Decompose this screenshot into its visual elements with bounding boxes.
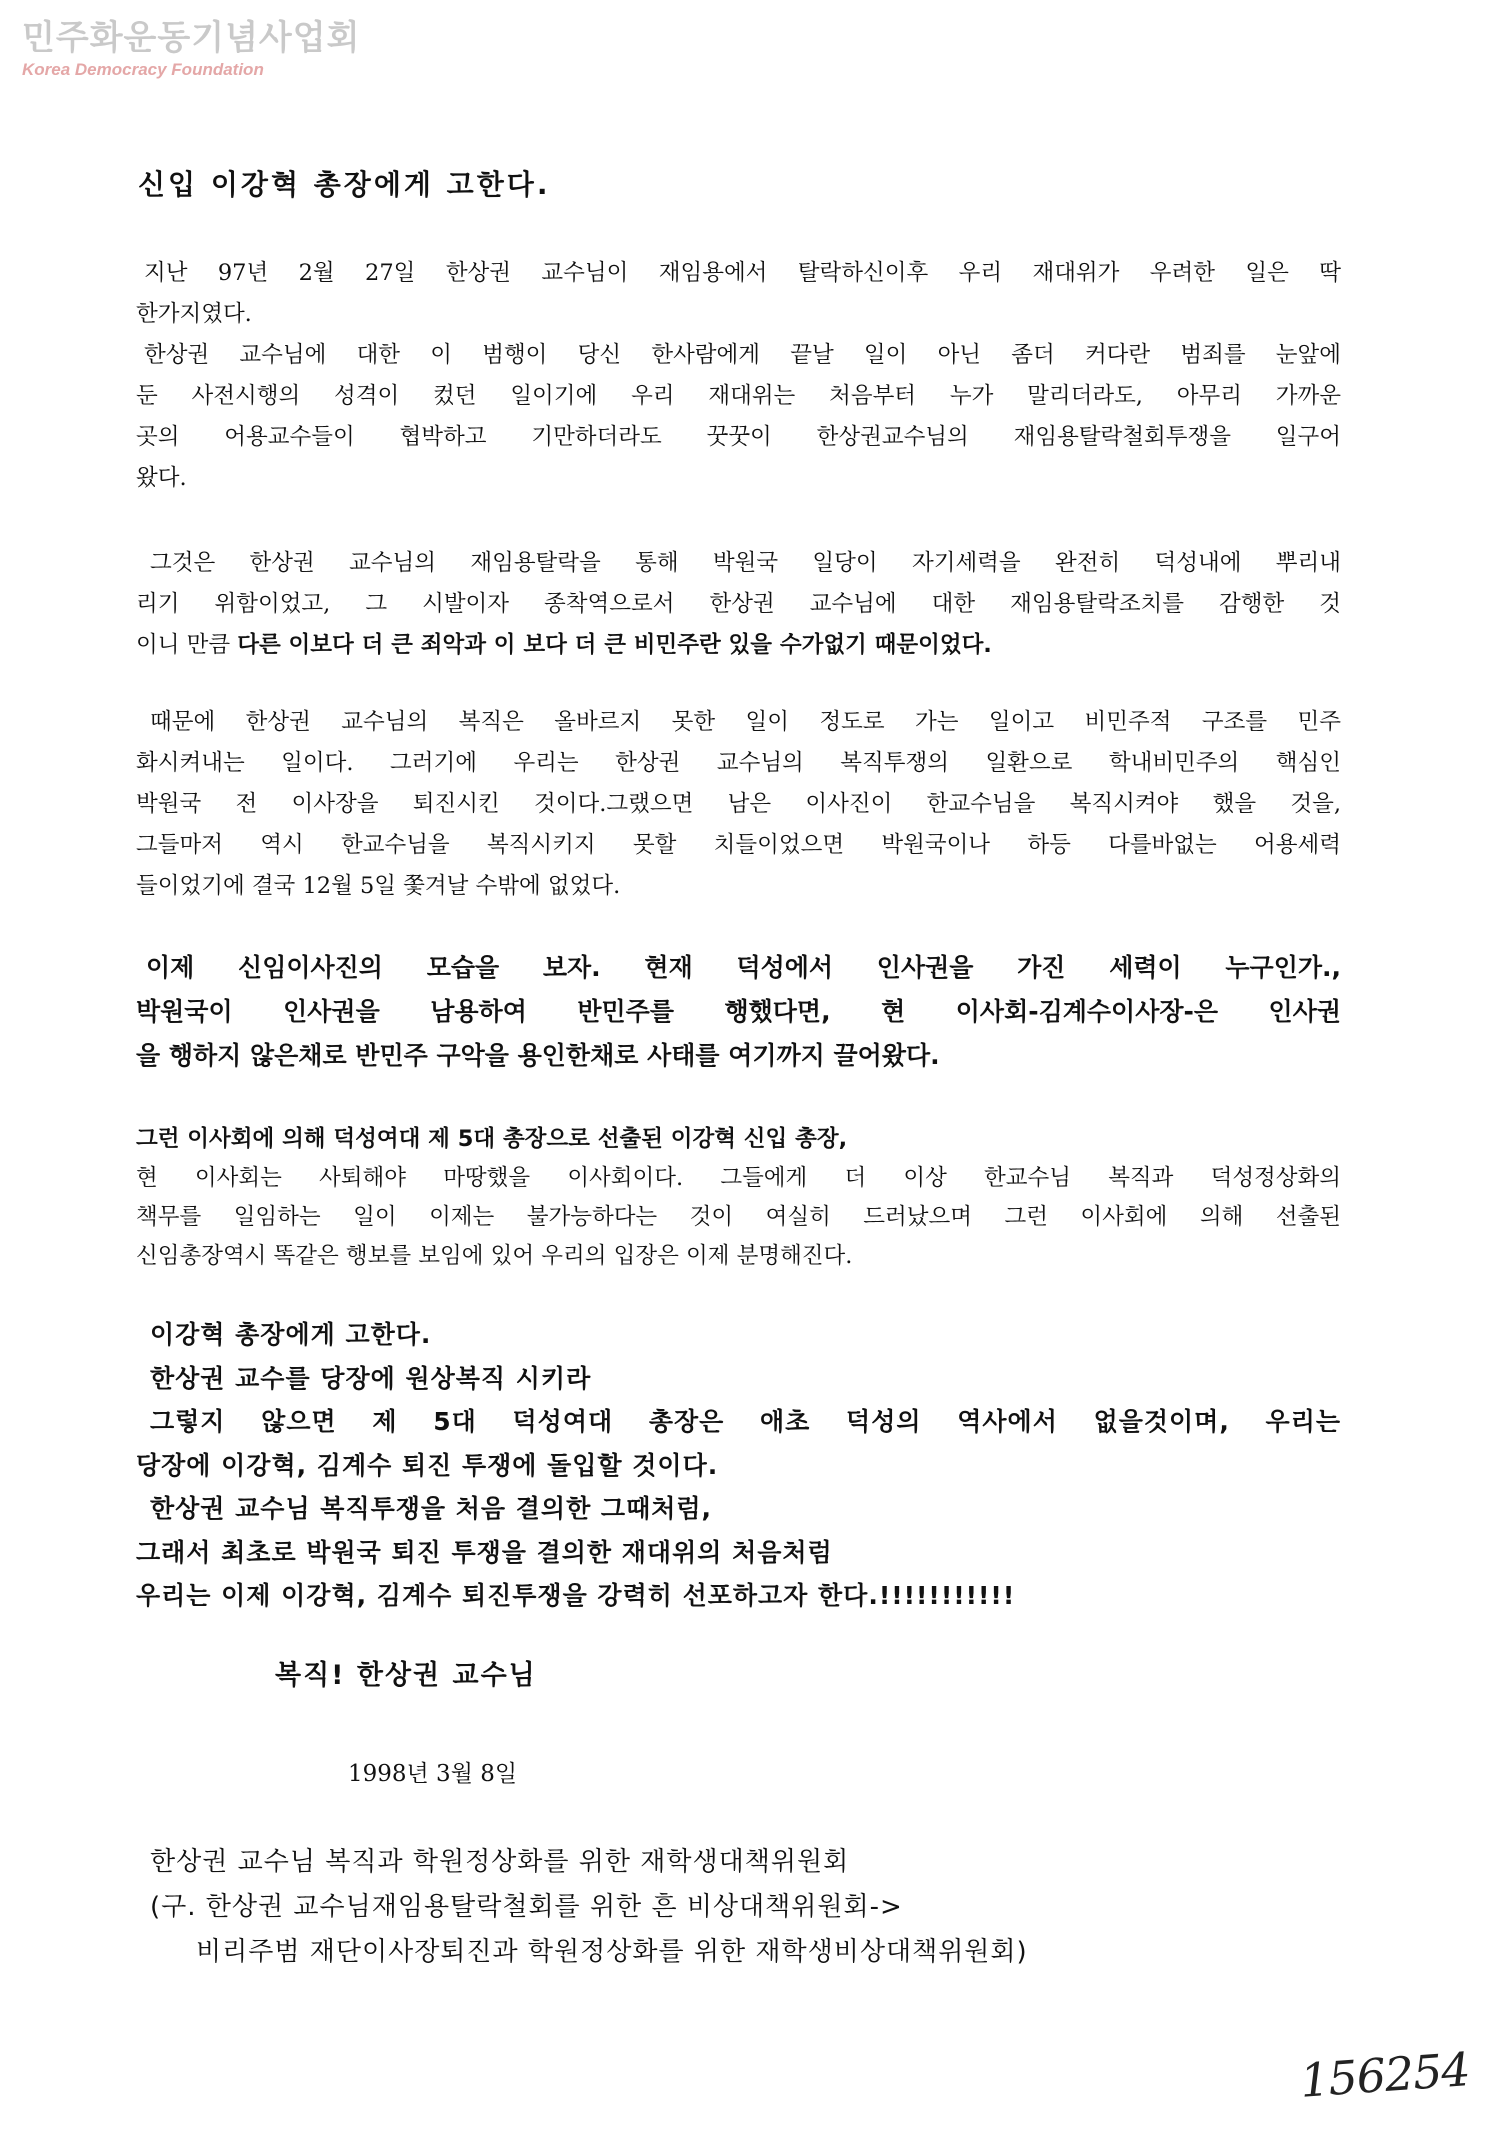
text-line: 신임총장역시 똑같은 행보를 보임에 있어 우리의 입장은 이제 분명해진다. <box>136 1243 853 1269</box>
organization-former-name-cont: 비리주범 재단이사장퇴진과 학원정상화를 위한 재학생비상대책위원회) <box>196 1937 1028 1967</box>
watermark-korean: 민주화운동기념사업회 <box>22 18 361 58</box>
paragraph-6 <box>136 1313 1341 1618</box>
text-line: 그들마저 역시 한교수님을 복직시키지 못할 치들이었으면 박원국이나 하등 다를바없는 어용세력 <box>136 832 1341 858</box>
text-line: 그것은 한상권 교수님의 재임용탈락을 통해 박원국 일당이 자기세력을 완전히 덕성내에 뿌리내 <box>150 550 1341 576</box>
text-line: 한상권 교수를 당장에 원상복직 시키라 <box>150 1363 592 1393</box>
text-line: 그렇지 않으면 제 5대 덕성여대 총장은 애초 덕성의 역사에서 없을것이며, 우리는 <box>150 1407 1341 1436</box>
text-line: 우리는 이제 이강혁, 김계수 퇴진투쟁을 강력히 선포하고자 한다.!!!!!!!!!!! <box>136 1581 1016 1610</box>
text-line: 그런 이사회에 의해 덕성여대 제 5대 총장으로 선출된 이강혁 신입 총장, <box>136 1126 848 1152</box>
text-line <box>136 625 1341 666</box>
paragraph-3 <box>136 702 1341 907</box>
text-line: 왔다. <box>136 465 187 491</box>
text-line: 한가지였다. <box>136 301 252 327</box>
document-title: 신입 이강혁 총장에게 고한다. <box>138 168 551 201</box>
text-line: 화시켜내는 일이다. 그러기에 우리는 한상권 교수님의 복직투쟁의 일환으로 학내비민주의 핵심인 <box>136 750 1341 776</box>
text-line: 들이었기에 결국 12월 5일 쫓겨날 수밖에 없었다. <box>136 873 621 899</box>
organization-name: 한상권 교수님 복직과 학원정상화를 위한 재학생대책위원회 <box>150 1847 850 1877</box>
text-line: 박원국이 인사권을 남용하여 반민주를 행했다면, 현 이사회-김계수이사장-은 인사권 <box>136 997 1341 1026</box>
text-line: 리기 위함이었고, 그 시발이자 종착역으로서 한상권 교수님에 대한 재임용탈락조치를 감행한 것 <box>136 591 1341 617</box>
paragraph-1 <box>136 253 1341 499</box>
text-line: 박원국 전 이사장을 퇴진시킨 것이다.그랬으면 남은 이사진이 한교수님을 복직시켜야 했을 것을, <box>136 791 1341 817</box>
paragraph-2 <box>136 543 1341 666</box>
text-line: 이강혁 총장에게 고한다. <box>150 1320 432 1349</box>
text-line: 현 이사회는 사퇴해야 마땅했을 이사회이다. 그들에게 더 이상 한교수님 복직과 덕성정상화의 <box>136 1165 1341 1191</box>
text-line: 한상권 교수님에 대한 이 범행이 당신 한사람에게 끝날 일이 아닌 좀더 커다란 범죄를 눈앞에 <box>144 342 1341 368</box>
text-line: 책무를 일임하는 일이 이제는 불가능하다는 것이 여실히 드러났으며 그런 이사회에 의해 선출된 <box>136 1204 1341 1230</box>
text-segment: 이니 만큼 <box>136 632 238 658</box>
text-line: 그래서 최초로 박원국 퇴진 투쟁을 결의한 재대위의 처음처럼 <box>136 1537 833 1567</box>
text-line: 당장에 이강혁, 김계수 퇴진 투쟁에 돌입할 것이다. <box>136 1450 719 1480</box>
organization-signature <box>150 1840 1028 1975</box>
text-line: 곳의 어용교수들이 협박하고 기만하더라도 꿋꿋이 한상권교수님의 재임용탈락철회투쟁을 일구어 <box>136 424 1341 450</box>
document-date: 1998년 3월 8일 <box>348 1761 518 1787</box>
foundation-watermark <box>22 18 360 80</box>
text-line: 한상권 교수님 복직투쟁을 처음 결의한 그때처럼, <box>150 1494 713 1523</box>
handwritten-archive-number: 156254 <box>1298 2042 1472 2108</box>
text-line: 때문에 한상권 교수님의 복직은 올바르지 못한 일이 정도로 가는 일이고 비민주적 구조를 민주 <box>150 709 1341 735</box>
paragraph-5 <box>136 1120 1341 1276</box>
paragraph-4 <box>136 946 1341 1078</box>
organization-former-name: (구. 한상권 교수님재임용탈락철회를 위한 흔 비상대책위원회-> <box>150 1892 903 1922</box>
text-line: 지난 97년 2월 27일 한상권 교수님이 재임용에서 탈락하신이후 우리 재대위가 우려한 일은 딱 <box>144 260 1341 286</box>
text-line: 이제 신임이사진의 모습을 보자. 현재 덕성에서 인사권을 가진 세력이 누구인가., <box>146 953 1341 982</box>
text-line: 둔 사전시행의 성격이 컸던 일이기에 우리 재대위는 처음부터 누가 말리더라도, 아무리 가까운 <box>136 383 1341 409</box>
text-line: 을 행하지 않은채로 반민주 구악을 용인한채로 사태를 여기까지 끌어왔다. <box>136 1041 940 1070</box>
watermark-english: Korea Democracy Foundation <box>22 60 264 79</box>
slogan: 복직! 한상권 교수님 <box>275 1660 537 1691</box>
emphasis-text: 다른 이보다 더 큰 죄악과 이 보다 더 큰 비민주란 있을 수가없기 때문이었다. <box>237 632 992 658</box>
